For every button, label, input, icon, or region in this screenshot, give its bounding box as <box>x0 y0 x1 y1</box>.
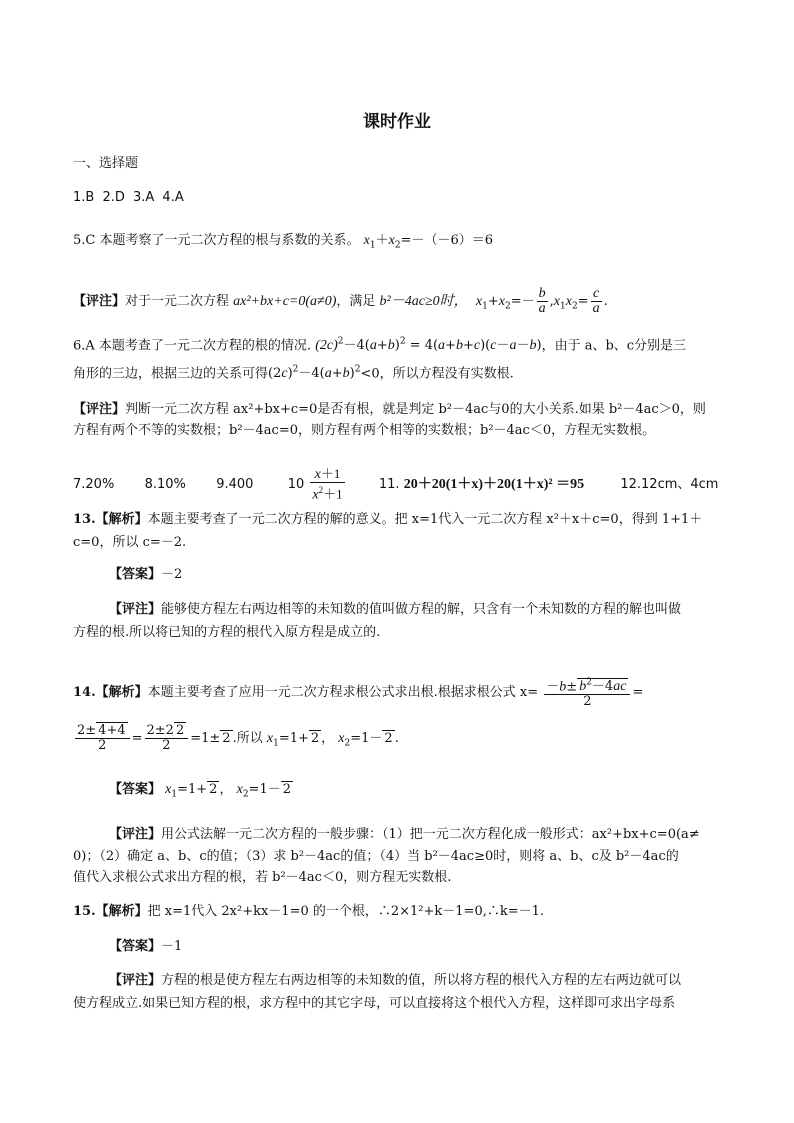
comment5-condition: b²－4ac≥0时， <box>379 294 468 309</box>
section-heading: 一、选择题 <box>73 156 139 171</box>
answer-10-fraction: $\frac{x+1}{x^2+1}$ <box>312 466 343 503</box>
answer-11-number: 11. <box>378 477 400 493</box>
q5-line <box>73 233 724 254</box>
q15-comment-line2: 使方程成立.如果已知方程的根，求方程中的其它字母，可以直接将这个根代入方程，这样即可求出字母系 <box>73 996 676 1011</box>
comment6-line2: 方程有两个不等的实数根；b²－4ac=0，则方程有两个相等的实数根；b²－4ac＜0，方程无实数根。 <box>73 423 656 438</box>
answer-12: 12.12cm、4cm <box>620 477 719 493</box>
q14-comment-line2: 0)；（2）确定 a、b、c的值；（3）求 b²－4ac的值；（4）当 b²－4ac≥0时，则将 a、b、c及 b²－4ac的 <box>73 849 679 864</box>
comment5-vieta: $x_1+x_2=-$ $\frac{b}{a}$ $,x_1x_2=$ $\frac{c}{a}$ . <box>475 286 608 316</box>
q13-line1: 13.【解析】本题主要考查了一元二次方程的解的意义。把 x=1代入一元二次方程 x²＋x＋c=0，得到 1+1＋ <box>73 512 703 527</box>
q13-comment-line1: 【评注】能够使方程左右两边相等的未知数的值叫做方程的解，只含有一个未知数的方程的解也叫做 <box>109 602 682 617</box>
comment5-line: 【评注】对于一元二次方程 ax²+bx+c=0(a≠0)，满足 b²－4ac≥0时， $x_1+x_2=-$ $\frac{b}{a}$ $,x_1x_2=$ $\frac{c}{a}$ . <box>73 286 608 316</box>
q14-comment-line3: 值代入求根公式求出方程的根，若 b²－4ac＜0，则方程无实数根. <box>73 870 452 885</box>
q6-line1: 6.A 本题考查了一元二次方程的根的情况. $(2c)^2-4(a+b)^2 = 4(a+b+c)(c-a-b)$，由于 a、b、c分别是三 <box>73 337 687 354</box>
answer-9: 9.400 <box>216 477 254 493</box>
answers-7-12 <box>73 467 724 502</box>
comment5-equation: ax²+bx+c=0(a≠0) <box>233 294 337 309</box>
q14-answer: 【答案】 $x_1=1+ 2$ ， $x_2=1- 2$ <box>109 782 291 800</box>
q5-text: 5.C 本题考察了一元二次方程的根与系数的关系。 <box>73 233 360 248</box>
q14-line2: $\frac{2\pm 4+4}{2}$ = $\frac{2\pm 2 2}{2}$ =1± 2 .所以 $x_1=1+ 2$ ， $x_2=1- 2$ . <box>77 723 399 753</box>
q13-line2: c=0，所以 c=－2. <box>73 535 187 550</box>
q6-inequality: $(2c)^2-4(a+b)^2$ <box>268 365 361 382</box>
comment5-tag: 【评注】 <box>73 294 126 309</box>
page-title: 课时作业 <box>363 112 431 132</box>
comment6-line1: 【评注】判断一元二次方程 ax²+bx+c=0是否有根，就是判定 b²－4ac与0的大小关系.如果 b²－4ac＞0，则 <box>73 402 706 417</box>
q14-comment-line1: 【评注】用公式法解一元二次方程的一般步骤：（1）把一元二次方程化成一般形式：ax²+bx+c=0(a≠ <box>109 827 700 842</box>
q13-answer: 【答案】－2 <box>109 567 183 582</box>
answer-8: 8.10% <box>144 477 186 493</box>
q15-answer: 【答案】－1 <box>109 939 183 954</box>
quadratic-formula: $\frac{-b\pm b^2-4ac}{2}$ <box>544 676 630 709</box>
answer-7: 7.20% <box>73 477 115 493</box>
q6-line2: 角形的三边，根据三边的关系可得$(2c)^2-4(a+b)^2<0$，所以方程没有实数根. <box>73 365 514 382</box>
q15-line1: 15.【解析】把 x=1代入 2x²+kx－1=0 的一个根，∴2×1²+k－1=0,∴k=－1. <box>73 904 545 919</box>
answer-11-equation: 20＋20(1＋x)＋20(1＋x)² ＝95 <box>403 477 585 493</box>
q6-discriminant: $(2c)^2-4(a+b)^2 = 4(a+b+c)(c-a-b)$ <box>315 337 542 354</box>
q5-formula: $x_1+x_2=-(-6)=6$ <box>363 233 493 251</box>
q13-comment-line2: 方程的根.所以将已知的方程的根代入原方程是成立的. <box>73 625 381 640</box>
answers-1-4: 1.B 2.D 3.A 4.A <box>73 190 184 205</box>
answer-10-number: 10 <box>287 477 305 493</box>
q15-comment-line1: 【评注】方程的根是使方程左右两边相等的未知数的值，所以将方程的根代入方程的左右两边就可以 <box>109 973 682 988</box>
q14-line1: 14.【解析】本题主要考查了应用一元二次方程求根公式求出根.根据求根公式 x= $\frac{-b\pm b^2-4ac}{2}$ = <box>73 678 644 710</box>
